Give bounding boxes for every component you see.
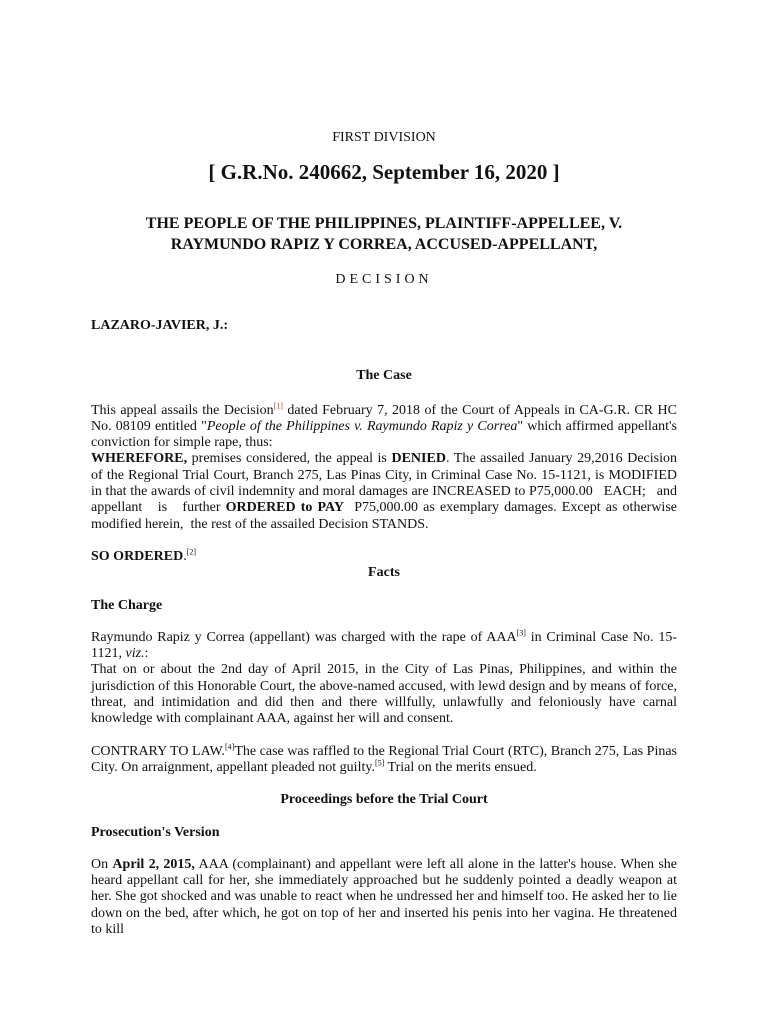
text-segment: Raymundo Rapiz y Correa (appellant) was charged with the rape of AAA xyxy=(91,629,517,645)
facts-heading: Facts xyxy=(368,565,400,581)
information-paragraph: That on or about the 2nd day of April 2015, in the City of Las Pinas, Philippines, and within the jurisdiction of this Honorable Court, the above-named accused, with lewd design and by means of force, threat, and intimidation and did then and there willfully, unlawfully and feloniously have carnal knowledge with complainant AAA, against her will and consent. xyxy=(91,662,677,727)
footnote-ref-3[interactable]: [3] xyxy=(516,628,526,638)
footnote-ref-4[interactable]: [4] xyxy=(224,741,235,751)
case-number-title: [ G.R.No. 240662, September 16, 2020 ] xyxy=(208,160,560,184)
text-segment: Trial on the merits ensued. xyxy=(384,759,537,775)
contrary-to-law-paragraph xyxy=(91,741,677,777)
text-segment: " which affirmed appellant's conviction for simple rape, thus: xyxy=(91,418,678,451)
date-bold: April 2, 2015, xyxy=(112,856,195,872)
proceedings-heading: Proceedings before the Trial Court xyxy=(280,792,488,808)
so-ordered: SO ORDERED.[2] xyxy=(91,547,197,564)
dispositive-paragraph xyxy=(91,451,681,532)
text-segment: P75,000.00 as exemplary damages. Except as otherwise modified herein, the rest of the assailed Decision STANDS. xyxy=(91,500,681,532)
footnote-ref-2[interactable]: [2] xyxy=(186,547,197,557)
prosecution-version-heading: Prosecution's Version xyxy=(91,824,220,840)
text-segment: On xyxy=(91,856,113,872)
decision-label: DECISION xyxy=(335,272,433,287)
text-segment: This appeal assails the Decision xyxy=(91,402,274,418)
the-charge-heading: The Charge xyxy=(91,597,163,613)
text-segment: CONTRARY TO LAW. xyxy=(91,743,225,759)
so-ordered-bold: SO ORDERED xyxy=(91,548,184,564)
case-parties xyxy=(91,213,677,255)
footnote-ref-1[interactable]: [1] xyxy=(273,400,283,410)
the-case-heading: The Case xyxy=(356,368,412,384)
parties-line-2: RAYMUNDO RAPIZ Y CORREA, ACCUSED-APPELLANT, xyxy=(170,236,598,253)
case-title-italic: People of the Philippines v. Raymundo Rapiz y Correa xyxy=(206,418,518,434)
denied-bold: DENIED xyxy=(391,451,446,467)
text-segment: AAA (complainant) and appellant were left all alone in the latter's house. When she heard appellant call for her, she immediately approached but he suddenly pointed a deadly weapon at her. She got shocked and was unable to react when he undressed her and himself too. He asked her to lie down on the bed, after which, he got on top of her and inserted his penis into her vagina. He threatened to kill xyxy=(91,856,677,938)
parties-line-1: THE PEOPLE OF THE PHILIPPINES, PLAINTIFF-APPELLEE, V. xyxy=(145,215,623,232)
ponente: LAZARO-JAVIER, J.: xyxy=(91,318,229,333)
document-body xyxy=(91,318,681,938)
charge-paragraph xyxy=(91,630,677,663)
case-paragraph-1 xyxy=(91,400,678,452)
prosecution-paragraph xyxy=(91,857,677,938)
ordered-to-pay-bold: ORDERED to PAY xyxy=(225,500,344,516)
text-segment: dated February 7, 2018 of the Court of Appeals in CA-G.R. CR HC No. 08109 entitled " xyxy=(91,402,677,434)
footnote-ref-5[interactable]: [5] xyxy=(374,758,385,768)
text-segment: The case was raffled to the Regional Trial Court (RTC), Branch 275, Las Pinas City. On arraignment, appellant pleaded not guilty. xyxy=(91,743,677,775)
division-label: FIRST DIVISION xyxy=(332,130,436,145)
wherefore-bold: WHEREFORE, xyxy=(91,451,188,467)
viz-italic: viz. xyxy=(125,646,145,662)
text-segment: in Criminal Case No. 15-1121, xyxy=(91,629,677,662)
text-segment: : xyxy=(144,646,149,662)
text-segment: premises considered, the appeal is xyxy=(187,451,392,467)
text-segment: . The assailed January 29,2016 Decision of the Regional Trial Court, Branch 275, Las Pinas City, in Criminal Case No. 15-1121, is MODIFIED in that the awards of civil indemnity and moral damages are INCREASED to P75,000.00 EACH; and appellant is further xyxy=(91,451,681,516)
